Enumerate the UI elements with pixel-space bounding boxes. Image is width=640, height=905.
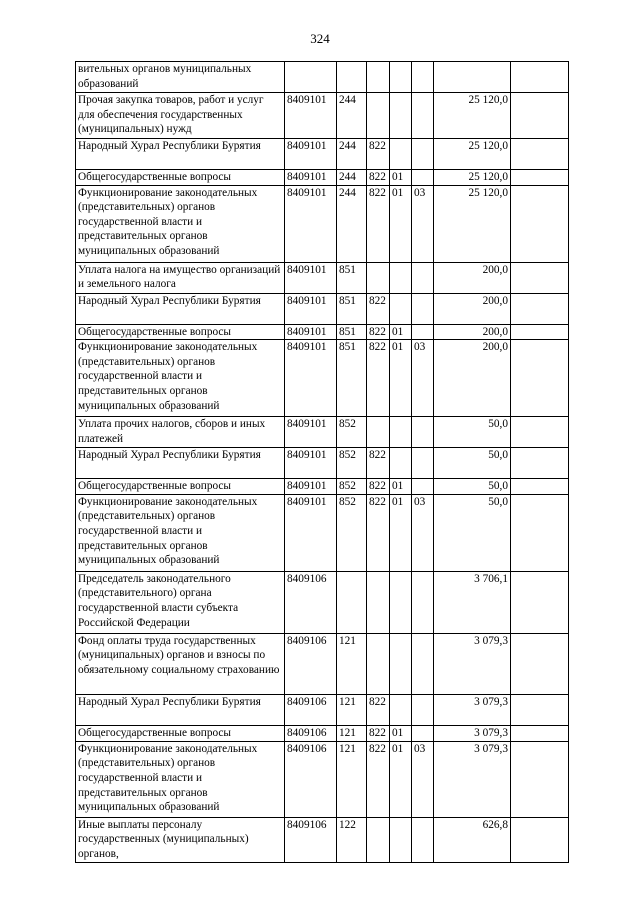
cell-name: Народный Хурал Республики Бурятия xyxy=(76,448,285,479)
cell-name: Народный Хурал Республики Бурятия xyxy=(76,694,285,725)
cell-department: 822 xyxy=(367,694,390,725)
cell-department xyxy=(367,571,390,633)
cell-amount: 3 079,3 xyxy=(434,633,511,694)
cell-target-article: 8409106 xyxy=(285,725,337,741)
cell-section: 01 xyxy=(390,479,412,495)
cell-target-article: 8409106 xyxy=(285,741,337,817)
cell-extra xyxy=(511,725,569,741)
cell-subsection: 03 xyxy=(412,340,434,417)
cell-department xyxy=(367,817,390,862)
cell-expense-type: 121 xyxy=(337,725,367,741)
cell-department: 822 xyxy=(367,293,390,324)
cell-section: 01 xyxy=(390,324,412,340)
cell-amount: 626,8 xyxy=(434,817,511,862)
cell-target-article: 8409106 xyxy=(285,571,337,633)
cell-department xyxy=(367,262,390,293)
cell-name: Уплата прочих налогов, сборов и иных платежей xyxy=(76,417,285,448)
cell-subsection xyxy=(412,725,434,741)
cell-expense-type: 244 xyxy=(337,93,367,139)
cell-department xyxy=(367,633,390,694)
cell-department: 822 xyxy=(367,479,390,495)
cell-target-article: 8409101 xyxy=(285,262,337,293)
cell-target-article: 8409101 xyxy=(285,340,337,417)
cell-section xyxy=(390,448,412,479)
cell-section: 01 xyxy=(390,725,412,741)
cell-name: Народный Хурал Республики Бурятия xyxy=(76,293,285,324)
cell-amount: 200,0 xyxy=(434,324,511,340)
cell-expense-type: 244 xyxy=(337,185,367,262)
cell-section xyxy=(390,633,412,694)
cell-amount: 25 120,0 xyxy=(434,93,511,139)
cell-name: Функционирование законодательных (представительных) органов государственной власти и представительных органов муниципальных образований xyxy=(76,741,285,817)
cell-amount xyxy=(434,62,511,93)
cell-subsection xyxy=(412,479,434,495)
cell-subsection xyxy=(412,262,434,293)
cell-department: 822 xyxy=(367,324,390,340)
table-row xyxy=(76,448,569,479)
cell-section xyxy=(390,293,412,324)
cell-name: Народный Хурал Республики Бурятия xyxy=(76,139,285,170)
cell-name: Председатель законодательного (представительного) органа государственной власти субъекта Российской Федерации xyxy=(76,571,285,633)
cell-department xyxy=(367,62,390,93)
cell-target-article: 8409101 xyxy=(285,417,337,448)
cell-expense-type: 121 xyxy=(337,741,367,817)
cell-section xyxy=(390,262,412,293)
cell-subsection xyxy=(412,170,434,186)
cell-extra xyxy=(511,417,569,448)
cell-department: 822 xyxy=(367,725,390,741)
cell-expense-type xyxy=(337,571,367,633)
cell-name: Общегосударственные вопросы xyxy=(76,324,285,340)
cell-extra xyxy=(511,694,569,725)
cell-subsection xyxy=(412,417,434,448)
cell-name: Общегосударственные вопросы xyxy=(76,170,285,186)
cell-extra xyxy=(511,817,569,862)
cell-subsection xyxy=(412,694,434,725)
cell-target-article: 8409101 xyxy=(285,139,337,170)
table-row xyxy=(76,571,569,633)
cell-section xyxy=(390,139,412,170)
cell-amount: 200,0 xyxy=(434,262,511,293)
cell-extra xyxy=(511,139,569,170)
table-row xyxy=(76,170,569,186)
cell-amount: 50,0 xyxy=(434,417,511,448)
cell-target-article: 8409101 xyxy=(285,293,337,324)
cell-extra xyxy=(511,170,569,186)
cell-department xyxy=(367,93,390,139)
table-row xyxy=(76,93,569,139)
cell-name: Функционирование законодательных (представительных) органов государственной власти и представительных органов муниципальных образований xyxy=(76,185,285,262)
cell-expense-type xyxy=(337,62,367,93)
cell-extra xyxy=(511,494,569,571)
cell-extra xyxy=(511,262,569,293)
cell-amount: 25 120,0 xyxy=(434,185,511,262)
table-row xyxy=(76,741,569,817)
cell-section: 01 xyxy=(390,741,412,817)
cell-amount: 3 079,3 xyxy=(434,741,511,817)
cell-name: Прочая закупка товаров, работ и услуг для обеспечения государственных (муниципальных) нужд xyxy=(76,93,285,139)
table-row xyxy=(76,324,569,340)
cell-expense-type: 852 xyxy=(337,448,367,479)
cell-name: Иные выплаты персоналу государственных (муниципальных) органов, xyxy=(76,817,285,862)
cell-department: 822 xyxy=(367,139,390,170)
cell-subsection: 03 xyxy=(412,741,434,817)
table-row xyxy=(76,494,569,571)
table-row xyxy=(76,633,569,694)
cell-department: 822 xyxy=(367,494,390,571)
budget-table-body xyxy=(76,62,569,863)
cell-section xyxy=(390,93,412,139)
cell-subsection xyxy=(412,139,434,170)
cell-section: 01 xyxy=(390,170,412,186)
cell-extra xyxy=(511,479,569,495)
cell-department: 822 xyxy=(367,185,390,262)
cell-expense-type: 851 xyxy=(337,293,367,324)
table-row xyxy=(76,479,569,495)
cell-expense-type: 852 xyxy=(337,494,367,571)
cell-subsection xyxy=(412,817,434,862)
cell-subsection xyxy=(412,293,434,324)
cell-amount: 200,0 xyxy=(434,293,511,324)
cell-amount: 3 079,3 xyxy=(434,694,511,725)
cell-section: 01 xyxy=(390,185,412,262)
table-row xyxy=(76,185,569,262)
cell-department: 822 xyxy=(367,448,390,479)
cell-subsection xyxy=(412,571,434,633)
cell-expense-type: 851 xyxy=(337,324,367,340)
table-row xyxy=(76,139,569,170)
cell-name: Функционирование законодательных (представительных) органов государственной власти и представительных органов муниципальных образований xyxy=(76,494,285,571)
cell-extra xyxy=(511,293,569,324)
budget-table xyxy=(75,61,569,863)
table-row xyxy=(76,725,569,741)
cell-amount: 50,0 xyxy=(434,479,511,495)
cell-subsection xyxy=(412,633,434,694)
cell-subsection xyxy=(412,93,434,139)
cell-department: 822 xyxy=(367,170,390,186)
cell-expense-type: 244 xyxy=(337,139,367,170)
cell-extra xyxy=(511,185,569,262)
cell-expense-type: 852 xyxy=(337,479,367,495)
table-row xyxy=(76,262,569,293)
cell-amount: 50,0 xyxy=(434,448,511,479)
cell-name: вительных органов муниципальных образований xyxy=(76,62,285,93)
cell-department: 822 xyxy=(367,340,390,417)
cell-department: 822 xyxy=(367,741,390,817)
cell-amount: 25 120,0 xyxy=(434,170,511,186)
cell-expense-type: 122 xyxy=(337,817,367,862)
cell-section: 01 xyxy=(390,340,412,417)
table-row xyxy=(76,293,569,324)
cell-name: Общегосударственные вопросы xyxy=(76,725,285,741)
cell-expense-type: 852 xyxy=(337,417,367,448)
cell-section xyxy=(390,571,412,633)
cell-target-article: 8409101 xyxy=(285,185,337,262)
table-row xyxy=(76,694,569,725)
cell-expense-type: 851 xyxy=(337,340,367,417)
cell-subsection xyxy=(412,62,434,93)
cell-target-article: 8409106 xyxy=(285,817,337,862)
page-number: 324 xyxy=(310,31,330,46)
cell-section: 01 xyxy=(390,494,412,571)
table-row xyxy=(76,817,569,862)
cell-name: Фонд оплаты труда государственных (муниципальных) органов и взносы по обязательному социальному страхованию xyxy=(76,633,285,694)
cell-amount: 25 120,0 xyxy=(434,139,511,170)
cell-amount: 3 079,3 xyxy=(434,725,511,741)
table-row xyxy=(76,417,569,448)
cell-subsection xyxy=(412,448,434,479)
cell-name: Функционирование законодательных (представительных) органов государственной власти и представительных органов муниципальных образований xyxy=(76,340,285,417)
cell-expense-type: 121 xyxy=(337,633,367,694)
cell-department xyxy=(367,417,390,448)
cell-target-article: 8409101 xyxy=(285,448,337,479)
cell-subsection xyxy=(412,324,434,340)
cell-section xyxy=(390,694,412,725)
cell-subsection: 03 xyxy=(412,494,434,571)
cell-target-article: 8409101 xyxy=(285,479,337,495)
cell-extra xyxy=(511,633,569,694)
cell-target-article: 8409106 xyxy=(285,633,337,694)
cell-expense-type: 244 xyxy=(337,170,367,186)
cell-name: Общегосударственные вопросы xyxy=(76,479,285,495)
cell-amount: 200,0 xyxy=(434,340,511,417)
cell-section xyxy=(390,62,412,93)
cell-section xyxy=(390,417,412,448)
cell-extra xyxy=(511,340,569,417)
cell-target-article: 8409106 xyxy=(285,694,337,725)
cell-target-article: 8409101 xyxy=(285,170,337,186)
cell-target-article xyxy=(285,62,337,93)
cell-extra xyxy=(511,741,569,817)
cell-target-article: 8409101 xyxy=(285,93,337,139)
cell-extra xyxy=(511,93,569,139)
cell-target-article: 8409101 xyxy=(285,324,337,340)
table-row xyxy=(76,62,569,93)
cell-amount: 50,0 xyxy=(434,494,511,571)
cell-amount: 3 706,1 xyxy=(434,571,511,633)
cell-expense-type: 121 xyxy=(337,694,367,725)
cell-extra xyxy=(511,62,569,93)
cell-section xyxy=(390,817,412,862)
cell-target-article: 8409101 xyxy=(285,494,337,571)
cell-name: Уплата налога на имущество организаций и земельного налога xyxy=(76,262,285,293)
cell-extra xyxy=(511,324,569,340)
cell-extra xyxy=(511,571,569,633)
cell-expense-type: 851 xyxy=(337,262,367,293)
cell-subsection: 03 xyxy=(412,185,434,262)
cell-extra xyxy=(511,448,569,479)
table-row xyxy=(76,340,569,417)
